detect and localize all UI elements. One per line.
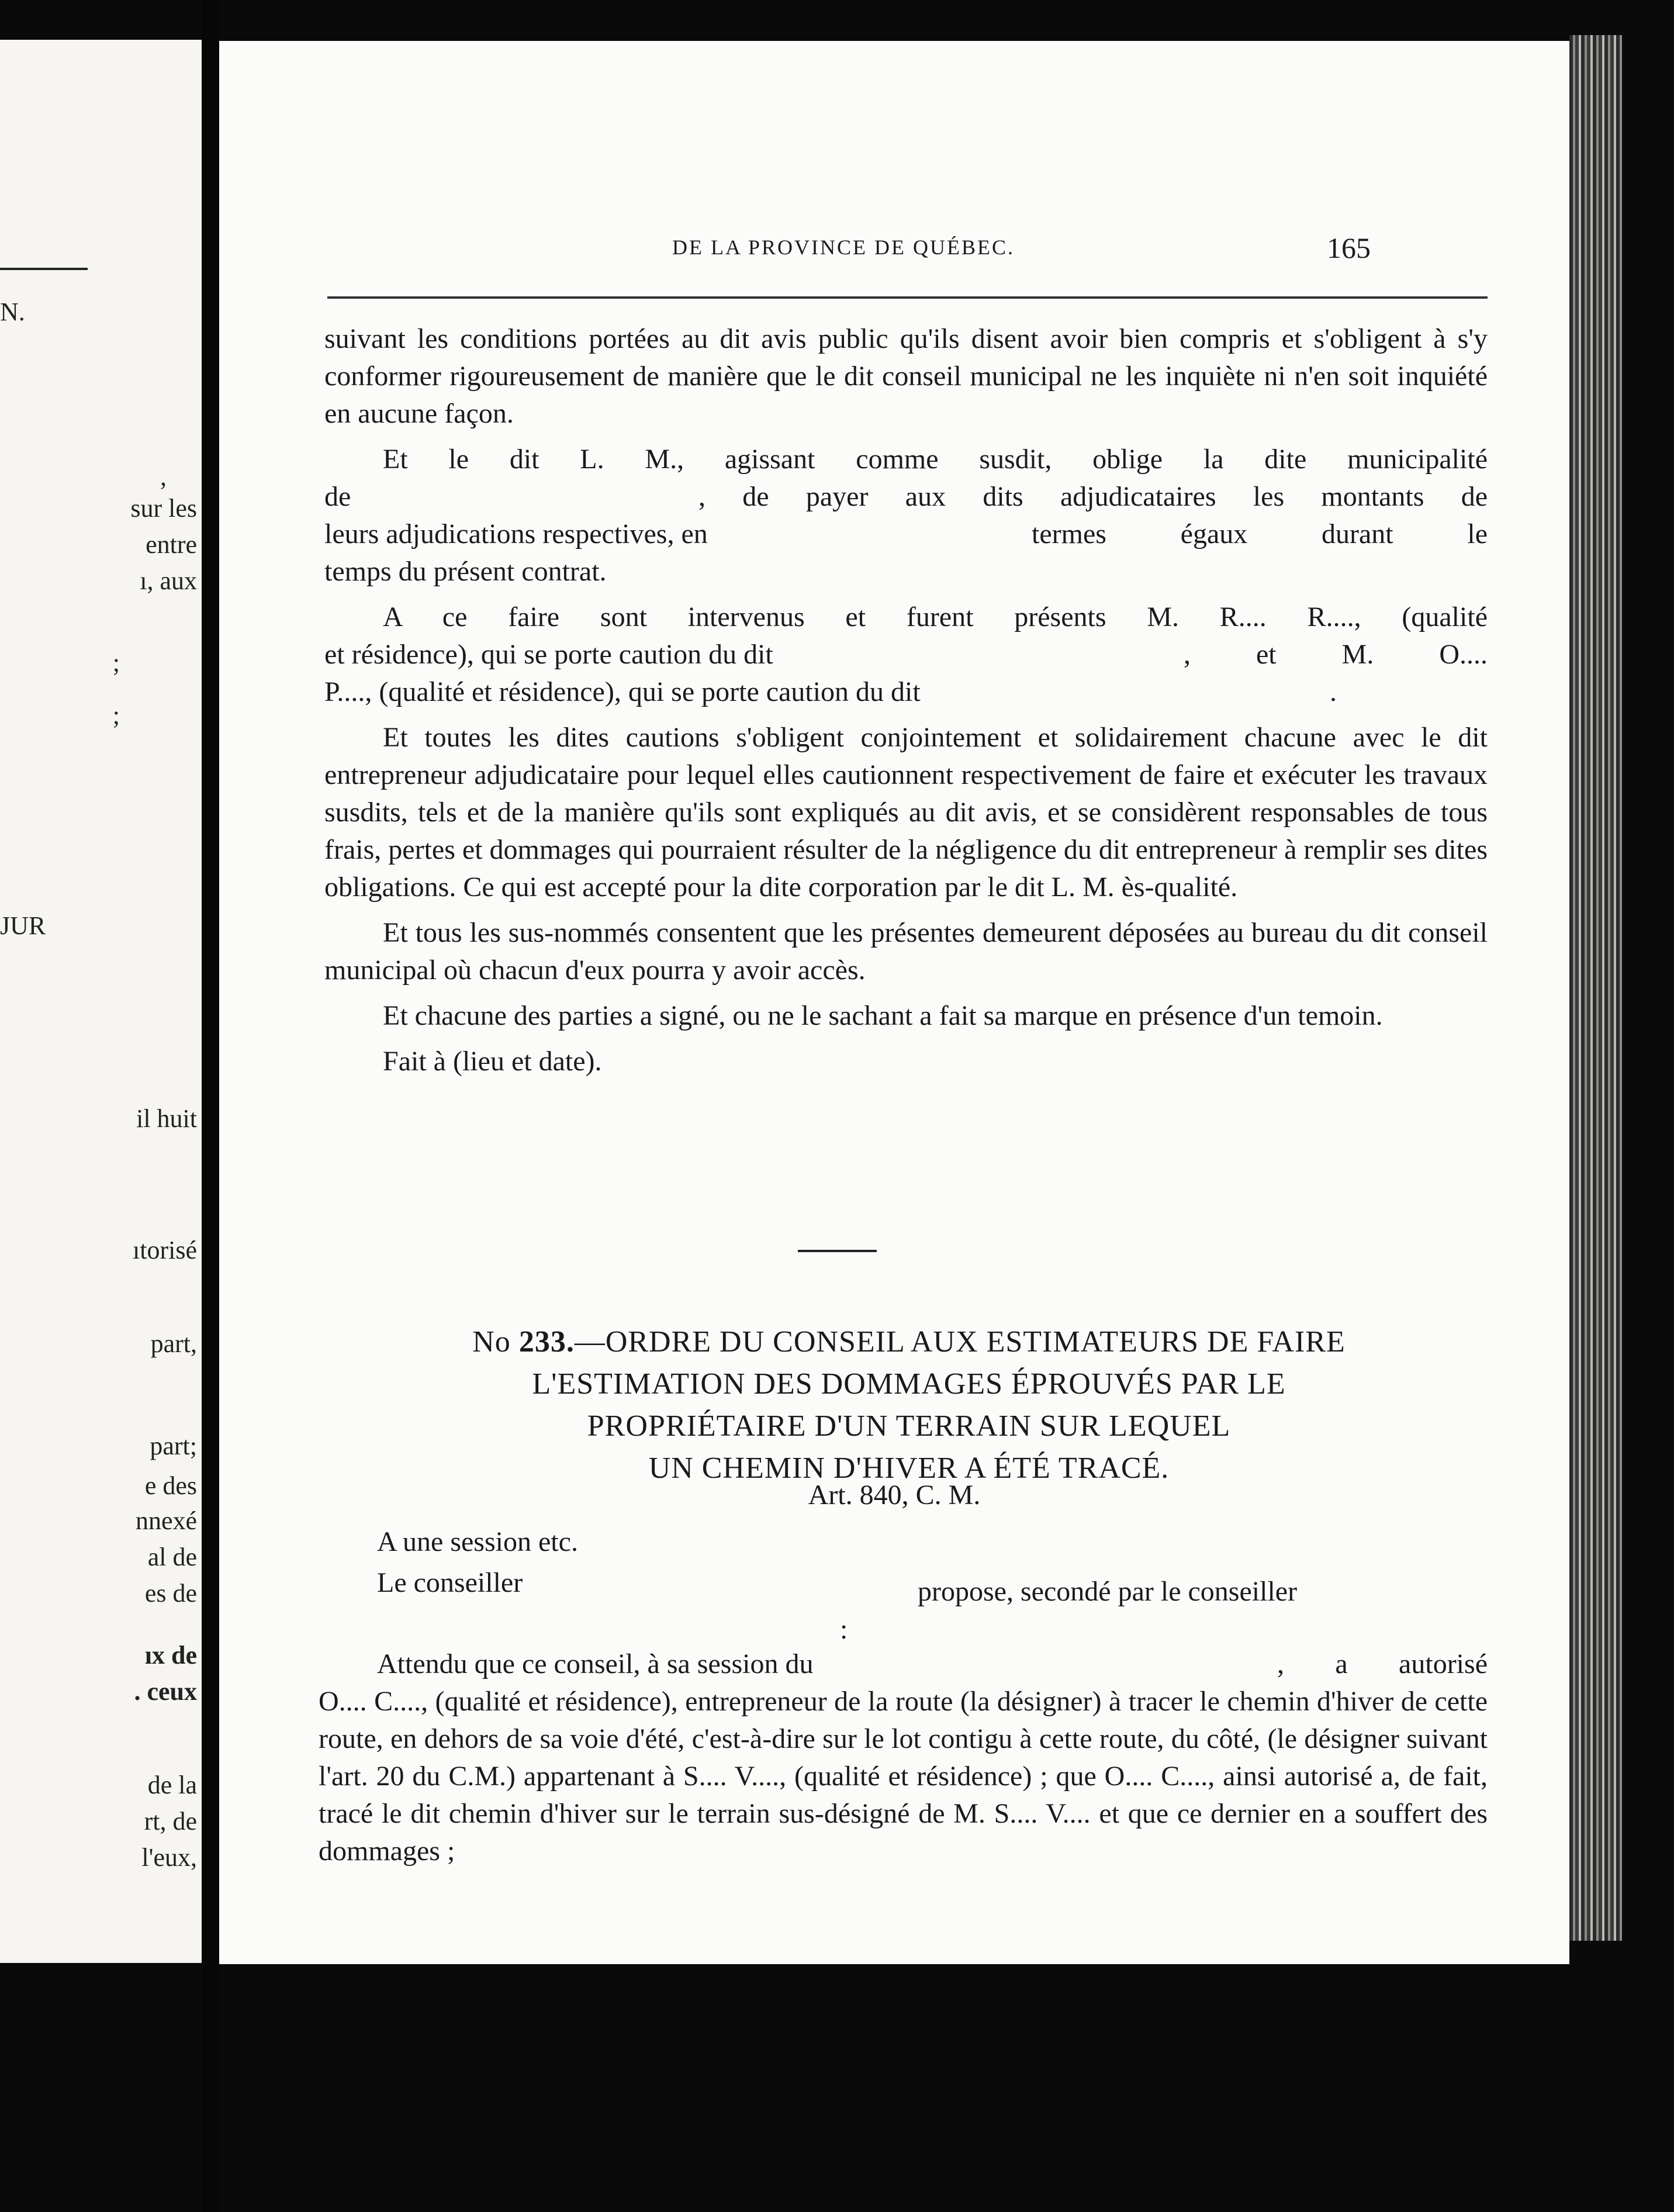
- colon: :: [840, 1614, 848, 1645]
- form-number-prefix: No: [472, 1325, 519, 1359]
- left-fragment: ,: [160, 462, 167, 491]
- paragraph-line: [324, 636, 1488, 673]
- left-fragment: nnexé: [135, 1506, 197, 1535]
- page-number: 165: [1327, 231, 1371, 264]
- article-reference: Art. 840, C. M.: [808, 1480, 981, 1511]
- paragraph: Et toutes les dites cautions s'obligent conjointement et solidairement chacune avec le dit entrepreneur adjudicataire pour lequel elles cautionnent respectivement de faire et exécuter les travaux susdits, tels et de la manière qu'ils sont expliqués au dit avis, et se considèrent responsables de tous frais, pertes et dommages qui pourraient résulter de la négligence du dit entrepreneur à remplir ses dites obligations. Ce qui est accepté pour la dite corporation par le dit L. M. ès-qualité.: [324, 722, 1488, 903]
- session-line: A une session etc.: [377, 1526, 578, 1557]
- book-gutter: [202, 0, 219, 2212]
- left-fragment: al de: [147, 1543, 197, 1571]
- left-fragment: entre: [146, 530, 197, 559]
- attendu-paragraph: [319, 1646, 1488, 1870]
- form-title-text: —ORDRE DU CONSEIL AUX ESTIMATEURS DE FAIRE: [574, 1325, 1346, 1359]
- left-page-rule: [0, 268, 88, 270]
- line-segment: , et M. O....: [1184, 639, 1488, 670]
- paragraph-line: [324, 516, 1488, 553]
- form-title-line: L'ESTIMATION DES DOMMAGES ÉPROUVÉS PAR LE: [532, 1367, 1286, 1401]
- line-segment: P...., (qualité et résidence), qui se porte caution du dit: [324, 676, 921, 707]
- left-fragment: ;: [112, 701, 120, 730]
- line-segment: .: [1330, 676, 1337, 707]
- left-fragment: de la: [147, 1771, 197, 1799]
- left-fragment: ı, aux: [140, 566, 197, 595]
- left-fragment: e des: [144, 1471, 197, 1500]
- paragraph-line: [319, 1646, 1488, 1683]
- left-fragment: . ceux: [134, 1677, 197, 1706]
- paragraph: A ce faire sont intervenus et furent présents M. R.... R...., (qualité: [383, 602, 1488, 633]
- left-fragment: rt, de: [144, 1807, 197, 1836]
- left-fragment: ıx de: [144, 1641, 197, 1670]
- form-title-line: PROPRIÉTAIRE D'UN TERRAIN SUR LEQUEL: [587, 1409, 1231, 1443]
- line-segment: de: [324, 481, 351, 512]
- section-separator: [798, 1250, 877, 1252]
- paragraph-line: [324, 673, 1488, 711]
- left-fragment: sur les: [130, 494, 197, 523]
- conseiller-label: Le conseiller: [377, 1567, 523, 1598]
- page-edges: [1569, 35, 1622, 1941]
- paragraph: Fait à (lieu et date).: [383, 1046, 602, 1077]
- header-rule: [327, 296, 1488, 299]
- line-segment: leurs adjudications respectives, en: [324, 519, 708, 549]
- body-text: [324, 320, 1488, 1080]
- line-segment: termes égaux durant le: [1032, 519, 1488, 549]
- paragraph: suivant les conditions portées au dit avis public qu'ils disent avoir bien compris et s'obligent à s'y conformer rigoureusement de manière que le dit conseil municipal ne les inquiète ni n'en soit inquiété en aucune façon.: [324, 323, 1488, 429]
- left-fragment: N.: [0, 298, 25, 326]
- left-fragment: es de: [144, 1579, 197, 1608]
- form-title: [313, 1321, 1505, 1489]
- line-segment: , a autorisé: [1277, 1648, 1488, 1679]
- left-fragment: il huit: [136, 1104, 197, 1133]
- line-segment: Attendu que ce conseil, à sa session du: [377, 1648, 814, 1679]
- running-head: DE LA PROVINCE DE QUÉBEC.: [672, 236, 1015, 259]
- proposal-text: propose, secondé par le conseiller: [918, 1576, 1298, 1607]
- paragraph: temps du présent contrat.: [324, 556, 607, 587]
- left-page: [0, 40, 202, 1963]
- left-fragment: JUR: [0, 911, 46, 940]
- right-page: [219, 41, 1569, 1964]
- line-segment: et résidence), qui se porte caution du dit: [324, 639, 773, 670]
- form-title-line: [313, 1321, 1505, 1363]
- left-fragment: ;: [112, 648, 120, 677]
- line-segment: , de payer aux dits adjudicataires les montants de: [698, 481, 1488, 512]
- paragraph: Et chacune des parties a signé, ou ne le sachant a fait sa marque en présence d'un temoin.: [383, 1000, 1383, 1031]
- paragraph-line: [324, 478, 1488, 516]
- left-fragment: ıtorisé: [133, 1236, 197, 1264]
- left-fragment: part;: [150, 1432, 197, 1460]
- paragraph: Et tous les sus-nommés consentent que les présentes demeurent déposées au bureau du dit conseil municipal où chacun d'eux pourra y avoir accès.: [324, 917, 1488, 986]
- paragraph: Et le dit L. M., agissant comme susdit, oblige la dite municipalité: [383, 444, 1488, 475]
- form-title-line: UN CHEMIN D'HIVER A ÉTÉ TRACÉ.: [648, 1451, 1170, 1485]
- paragraph: O.... C...., (qualité et résidence), entrepreneur de la route (la désigner) à tracer le chemin d'hiver de cette route, en dehors de sa voie d'été, c'est-à-dire sur le lot contigu à cette route, du côté, (le désigner suivant l'art. 20 du C.M.) appartenant à S.... V...., (qualité et résidence) ; que O.... C...., ainsi autorisé a, de fait, tracé le dit chemin d'hiver sur le terrain sus-désigné de M. S.... V.... et que ce dernier en a souffert des dommages ;: [319, 1686, 1488, 1867]
- left-fragment: l'eux,: [141, 1843, 197, 1872]
- form-number: 233.: [518, 1325, 575, 1359]
- left-fragment: part,: [150, 1329, 197, 1358]
